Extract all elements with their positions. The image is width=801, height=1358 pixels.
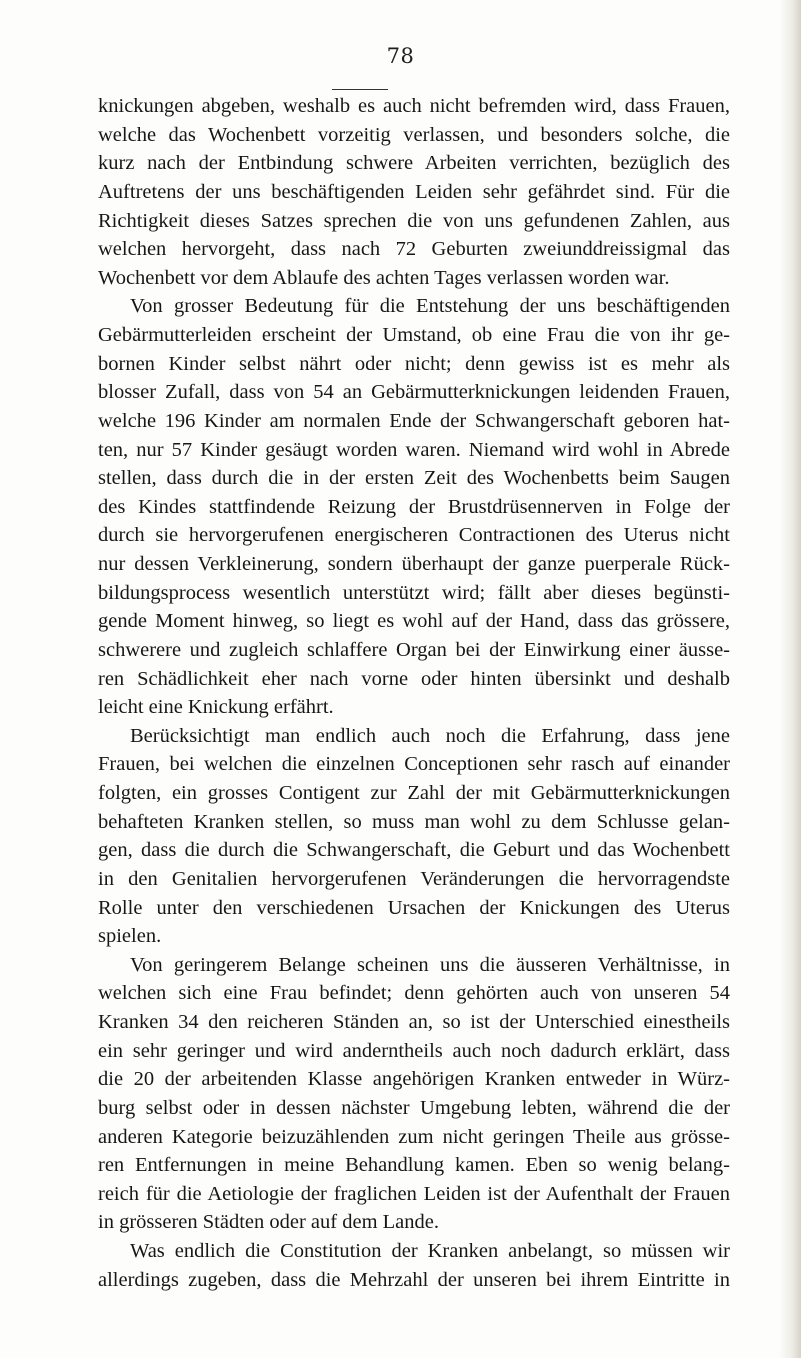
text-line: gende Moment hinweg, so liegt es wohl auf der Hand, dass das grössere, [98, 610, 730, 633]
text-line: welchen hervorgeht, dass nach 72 Geburten zweiunddreissigmal das [98, 238, 730, 261]
text-line: welche 196 Kinder am normalen Ende der Schwangerschaft geboren hat- [98, 409, 730, 432]
text-line: die 20 der arbeitenden Klasse angehörigen Kranken entweder in Würz- [98, 1068, 730, 1091]
text-line: durch sie hervorgerufenen energischeren Contractionen des Uterus nicht [98, 524, 730, 547]
page-number: 78 [386, 44, 415, 68]
text-line: gen, dass die durch die Schwangerschaft, die Geburt und das Wochenbett [98, 839, 730, 862]
text-line: schwerere und zugleich schlaffere Organ bei der Einwirkung einer äusse- [98, 638, 730, 661]
text-line: folgten, ein grosses Contigent zur Zahl der mit Gebärmutterknickungen [98, 782, 730, 804]
text-line: nur dessen Verkleinerung, sondern überhaupt der ganze puerperale Rück- [98, 553, 730, 575]
text-line: blosser Zufall, dass von 54 an Gebärmutterknickungen leidenden Frauen, [98, 381, 730, 404]
text-line: bildungsprocess wesentlich unterstützt wird; fällt aber dieses begünsti- [98, 581, 730, 604]
text-line: Richtigkeit dieses Satzes sprechen die von uns gefundenen Zahlen, aus [98, 209, 730, 232]
text-line: stellen, dass durch die in der ersten Zeit des Wochenbetts beim Saugen [98, 467, 730, 490]
text-line: welchen sich eine Frau befindet; denn gehörten auch von unseren 54 [98, 982, 730, 1005]
text-line: Kranken 34 den reicheren Ständen an, so ist der Unterschied einestheils [98, 1011, 730, 1033]
text-line: des Kindes stattfindende Reizung der Brustdrüsennerven in Folge der [98, 495, 730, 518]
text-line: spielen. [98, 925, 162, 948]
text-line: ein sehr geringer und wird anderntheils auch noch dadurch erklärt, dass [98, 1039, 730, 1062]
text-line: reich für die Aetiologie der fraglichen Leiden ist der Aufenthalt der Frauen [98, 1182, 730, 1205]
text-line: bornen Kinder selbst nährt oder nicht; denn gewiss ist es mehr als [98, 352, 730, 375]
text-line: Auftretens der uns beschäftigenden Leiden sehr gefährdet sind. Für die [98, 180, 730, 203]
text-line: kurz nach der Entbindung schwere Arbeiten verrichten, bezüglich des [98, 152, 730, 175]
text-line: knickungen abgeben, weshalb es auch nicht befremden wird, dass Frauen, [98, 95, 730, 117]
text-line: burg selbst oder in dessen nächster Umgebung lebten, während die der [98, 1096, 730, 1119]
page-number-underline [332, 89, 388, 90]
text-line: ren Entfernungen in meine Behandlung kamen. Eben so wenig belang- [98, 1154, 730, 1177]
text-line: Berücksichtigt man endlich auch noch die Erfahrung, dass jene [130, 724, 730, 747]
text-line: leicht eine Knickung erfährt. [98, 696, 334, 719]
text-line: in den Genitalien hervorgerufenen Veränderungen die hervorragendste [98, 867, 730, 890]
text-line: behafteten Kranken stellen, so muss man wohl zu dem Schlusse gelan- [98, 810, 730, 833]
text-line: Von grosser Bedeutung für die Entstehung der uns beschäftigenden [130, 295, 730, 318]
text-line: Von geringerem Belange scheinen uns die äusseren Verhältnisse, in [130, 953, 730, 976]
text-line: Wochenbett vor dem Ablaufe des achten Tages verlassen worden war. [98, 266, 670, 289]
text-line: allerdings zugeben, dass die Mehrzahl der unseren bei ihrem Eintritte in [98, 1268, 730, 1291]
text-line: anderen Kategorie beizuzählenden zum nicht geringen Theile aus grösse- [98, 1125, 730, 1148]
text-line: welche das Wochenbett vorzeitig verlassen, und besonders solche, die [98, 123, 730, 146]
text-line: ren Schädlichkeit eher nach vorne oder hinten übersinkt und deshalb [98, 667, 730, 690]
text-line: Frauen, bei welchen die einzelnen Conceptionen sehr rasch auf einander [98, 753, 730, 776]
text-line: Rolle unter den verschiedenen Ursachen der Knickungen des Uterus [98, 896, 730, 919]
text-line: Was endlich die Constitution der Kranken anbelangt, so müssen wir [130, 1240, 730, 1262]
text-line: Gebärmutterleiden erscheint der Umstand, ob eine Frau die von ihr ge- [98, 324, 730, 346]
page-edge-shadow [779, 0, 801, 1358]
text-line: in grösseren Städten oder auf dem Lande. [98, 1211, 439, 1234]
body-text [98, 92, 730, 1294]
text-line: ten, nur 57 Kinder gesäugt worden waren. Niemand wird wohl in Abrede [98, 438, 730, 461]
